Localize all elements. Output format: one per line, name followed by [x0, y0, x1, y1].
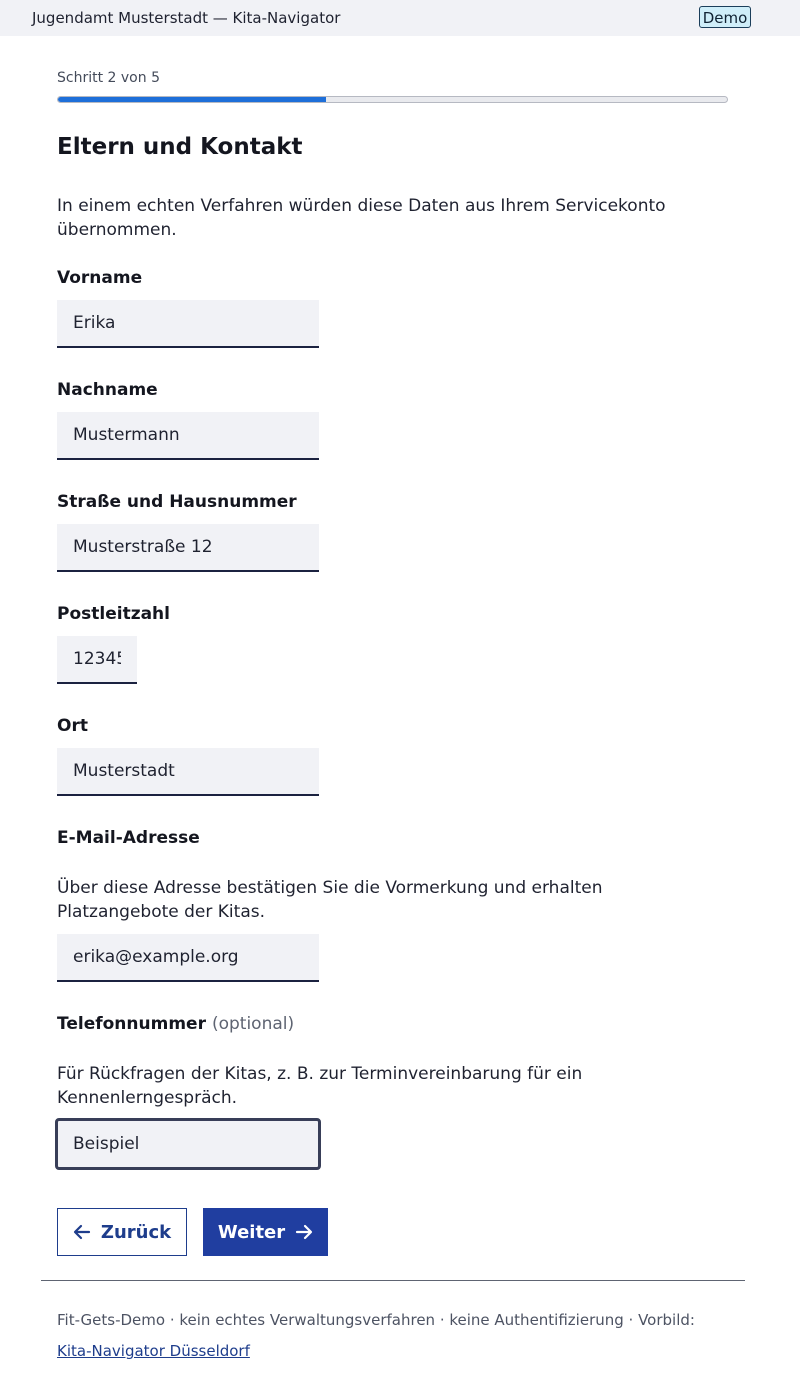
- ort-input[interactable]: [57, 748, 319, 796]
- next-button-label: Weiter: [217, 1221, 286, 1243]
- back-button[interactable]: [57, 1208, 187, 1256]
- intro-text: In einem echten Verfahren würden diese Daten aus Ihrem Servicekonto übernommen.: [57, 196, 666, 240]
- vorname-input[interactable]: [57, 300, 319, 348]
- top-bar: [0, 0, 800, 36]
- page-title: Eltern und Kontakt: [57, 134, 303, 160]
- agency-name: Jugendamt Musterstadt — Kita-Navigator: [32, 9, 341, 27]
- arrow-right-icon: [295, 1223, 313, 1241]
- demo-badge: Demo: [699, 6, 751, 28]
- email-hint: Über diese Adresse bestätigen Sie die Vormerkung und erhalten Platzangebote der Kitas.: [57, 878, 603, 922]
- telefon-label: [57, 1014, 294, 1034]
- nachname-input[interactable]: [57, 412, 319, 460]
- footer-link[interactable]: Kita-Navigator Düsseldorf: [57, 1342, 250, 1360]
- strasse-input[interactable]: [57, 524, 319, 572]
- nachname-label: Nachname: [57, 380, 158, 400]
- telefon-hint: Für Rückfragen der Kitas, z. B. zur Terminvereinbarung für ein Kennenlerngespräch.: [57, 1064, 583, 1108]
- ort-label: Ort: [57, 716, 88, 736]
- footer-divider: [41, 1280, 745, 1281]
- email-label: E-Mail-Adresse: [57, 828, 200, 848]
- step-indicator: Schritt 2 von 5: [57, 70, 160, 86]
- plz-input[interactable]: [57, 636, 137, 684]
- optional-marker: (optional): [211, 1014, 295, 1034]
- progress-fill: [58, 97, 326, 102]
- back-button-label: Zurück: [100, 1221, 172, 1243]
- plz-label: Postleitzahl: [57, 604, 170, 624]
- footer-text: Fit-Gets-Demo · kein echtes Verwaltungsverfahren · keine Authentifizierung · Vorbild:: [57, 1311, 695, 1329]
- footer: [57, 1305, 737, 1367]
- progress-bar: [57, 96, 728, 103]
- next-button[interactable]: [203, 1208, 328, 1256]
- telefon-input[interactable]: [55, 1118, 321, 1170]
- email-input[interactable]: [57, 934, 319, 982]
- telefon-label-text: Telefonnummer: [57, 1014, 206, 1034]
- arrow-left-icon: [73, 1223, 91, 1241]
- strasse-label: Straße und Hausnummer: [57, 492, 297, 512]
- vorname-label: Vorname: [57, 268, 143, 288]
